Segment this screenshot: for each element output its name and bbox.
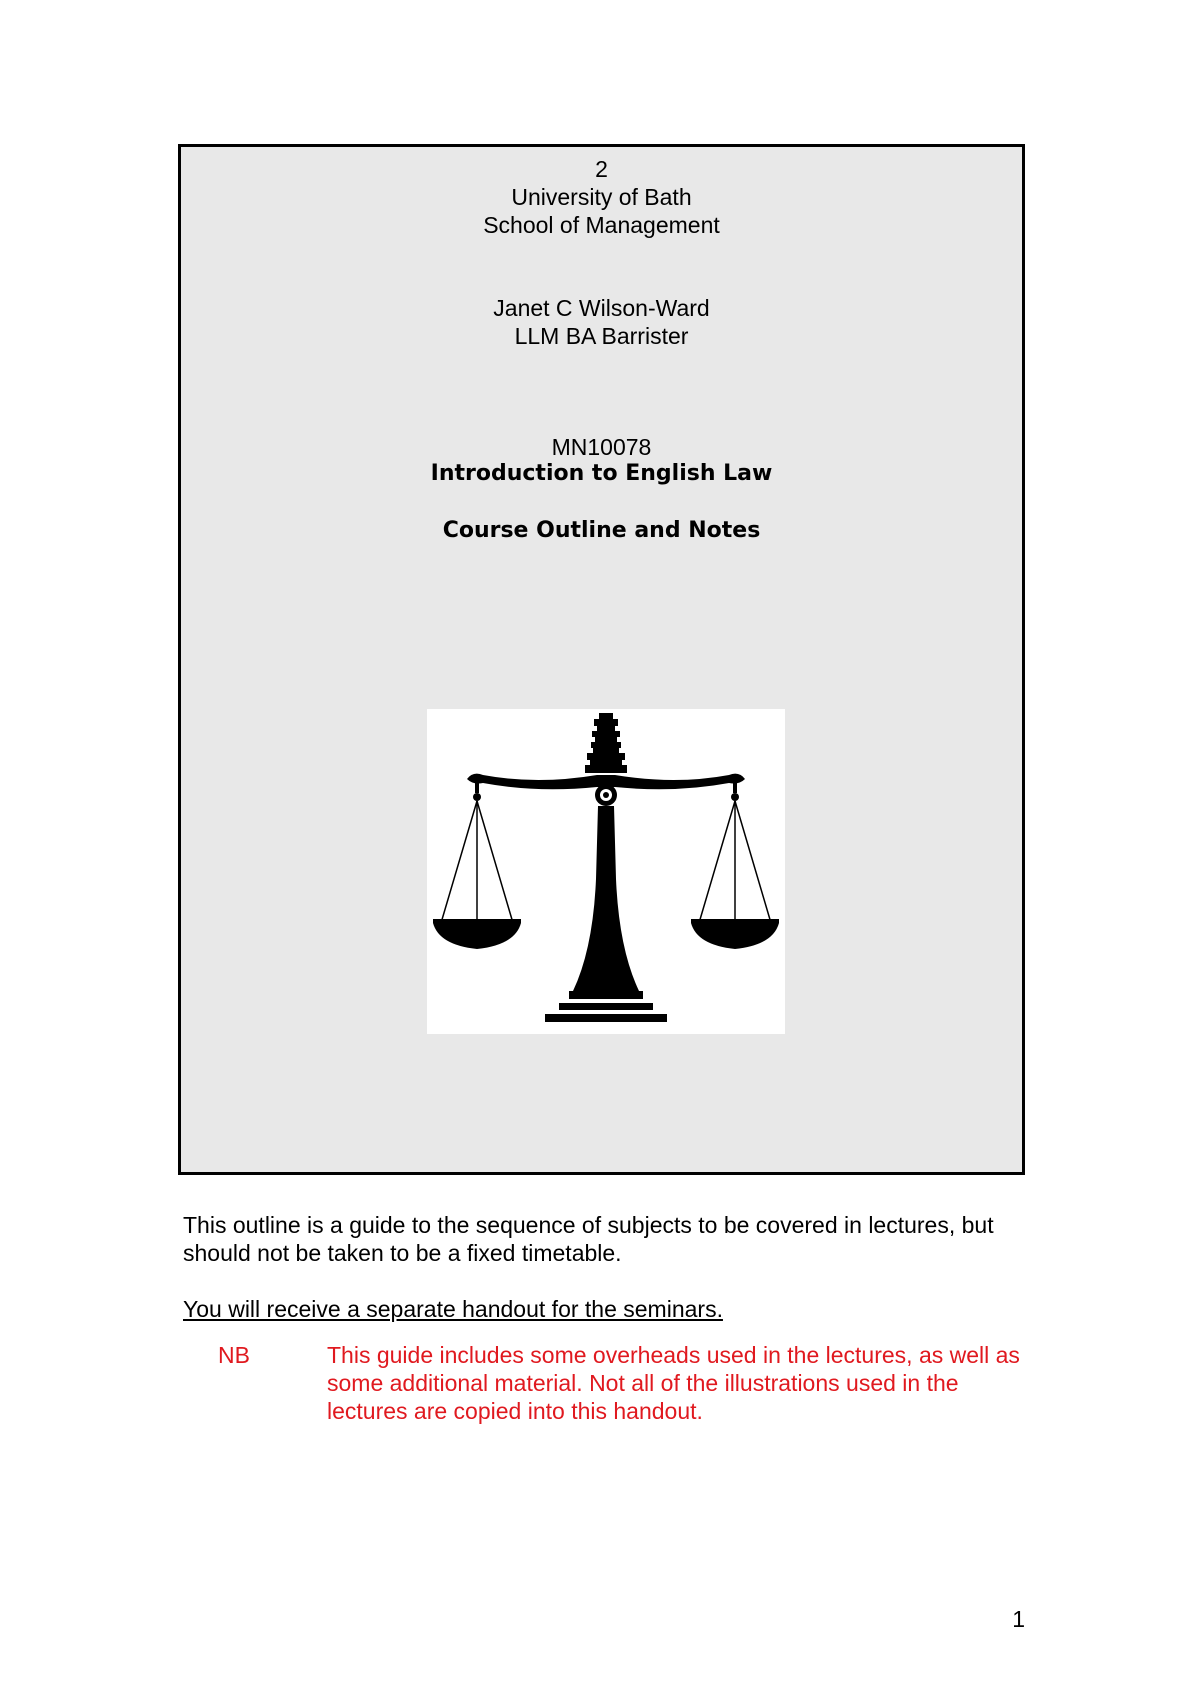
- nb-text: This guide includes some overheads used in the lectures, as well as some additional material. Not all of the illustrations used in the lectures are copied into this handout.: [327, 1342, 1020, 1424]
- document-subtitle: Course Outline and Notes: [442, 518, 761, 543]
- seminar-note: [183, 1295, 1028, 1323]
- cover-panel: [178, 144, 1025, 1175]
- page-number: 1: [1012, 1606, 1025, 1632]
- intro-paragraph: This outline is a guide to the sequence of subjects to be covered in lectures, but should not be taken to be a fixed timetable.: [183, 1212, 994, 1266]
- university-name: University of Bath: [511, 184, 692, 210]
- scales-of-justice-icon: [427, 709, 785, 1034]
- course-title: Introduction to English Law: [430, 461, 773, 486]
- author-name: Janet C Wilson-Ward: [493, 295, 710, 321]
- seminar-note-text: You will receive a separate handout for the seminars.: [183, 1296, 723, 1322]
- page-marker: 2: [595, 156, 608, 182]
- scales-image: [427, 709, 785, 1034]
- author-qualifications: LLM BA Barrister: [514, 323, 689, 349]
- school-name: School of Management: [483, 212, 720, 238]
- nb-label: NB: [218, 1342, 250, 1368]
- course-code: MN10078: [551, 434, 652, 460]
